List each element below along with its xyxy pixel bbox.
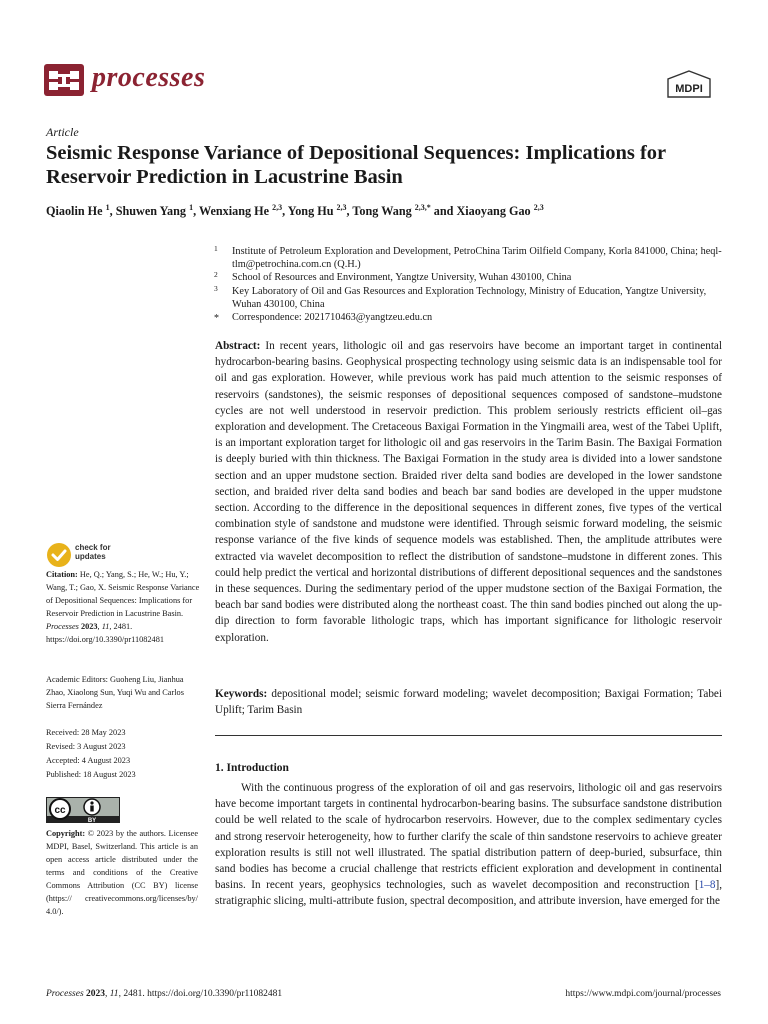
affiliation-item [210, 285, 730, 311]
processes-logo-icon [44, 64, 84, 96]
affiliation-text: Institute of Petroleum Exploration and Development, PetroChina Tarim Oilfield Company, Korla 841000, China; heql-tlm@petrochina.com.cn (Q.H.) [232, 246, 722, 271]
affiliation-text: School of Resources and Environment, Yangtze University, Wuhan 430100, China [232, 272, 572, 284]
citation-doi-link[interactable]: , 2481. https://doi.org/10.3390/pr11082481 [46, 622, 165, 644]
citation-block: Citation: He, Q.; Yang, S.; He, W.; Hu, Y.; Wang, T.; Gao, X. Seismic Response Variance of Depositional Sequences: Implications for Reservoir Prediction in Lacustrine Basin. Processes 2023, 11, 2481. https://doi.org/10.3390/pr11082481 [46, 570, 200, 644]
citation-label: Citation: [46, 570, 78, 579]
affiliations [210, 245, 730, 324]
author-name[interactable]: Xiaoyang Gao $^{2,3}$ [456, 203, 544, 219]
author-name[interactable]: Wenxiang He $^{2,3}$ [198, 203, 283, 219]
affiliation-number: * [214, 313, 219, 325]
affiliation-item [210, 245, 730, 271]
publication-dates [46, 726, 204, 782]
date-revised: Revised: 3 August 2023 [46, 742, 126, 751]
affiliation-text: Key Laboratory of Oil and Gas Resources and Exploration Technology, Ministry of Education, Yangtze University, Wuhan 430100, China [232, 285, 707, 310]
author-separator: , [193, 204, 199, 219]
keywords [215, 686, 722, 718]
affiliation-number: 1 [214, 244, 218, 253]
article-type: Article [46, 125, 79, 139]
footer-citation: Processes 2023, 11, 2481. https://doi.org/10.3390/pr11082481 [46, 989, 283, 999]
author-affiliation-marker: 2,3 [533, 203, 544, 212]
svg-text:cc: cc [54, 805, 66, 816]
svg-text:BY: BY [87, 818, 97, 823]
affiliation-item [210, 271, 730, 284]
author-name[interactable]: Qiaolin He $^1$ [46, 203, 110, 219]
date-received: Received: 28 May 2023 [46, 728, 126, 737]
author-name[interactable]: Shuwen Yang $^1$ [115, 203, 194, 219]
author-affiliation-marker: 2,3 [336, 203, 347, 212]
check-for-updates-label[interactable]: check for updates [75, 543, 111, 561]
author-affiliation-marker: 1 [189, 203, 194, 212]
author-name[interactable]: Yong Hu $^{2,3}$ [287, 203, 347, 219]
date-accepted: Accepted: 4 August 2023 [46, 756, 131, 765]
mdpi-logo-icon [666, 70, 712, 98]
introduction-text: With the continuous progress of the exploration of oil and gas reservoirs, lithologic oil and gas reservoirs have become important targets in continental hydrocarbon-bearing basins. The subsurface sandstone distribution could be well related to the scale of hydrocarbon reservoirs. However, due to the complex sedimentary cycles and strong reservoir heterogeneity, how to further clarify the scale of thin sandstone reservoirs to achieve greater exploration results is still not well illustrated. The spatial distribution pattern of deep-buried, subsurface, thin sand bodies has become a crucial challenge that restricts efficient exploration and development in continental basins. In recent years, geophysics technologies, such as wavelet decomposition and reconstruction [1–8], stratigraphic slicing, multi-attribute fusion, spectral decomposition, and attribute inversion, have emerged for the [215, 782, 722, 908]
author-name[interactable]: Tong Wang $^{2,3,*}$ [352, 203, 431, 219]
footer-journal-url[interactable]: https://www.mdpi.com/journal/processes [565, 989, 721, 999]
section-heading-introduction: 1. Introduction [215, 762, 289, 774]
author-affiliation-marker: 2,3,* [414, 203, 431, 212]
author-affiliation-marker: 1 [105, 203, 110, 212]
academic-editors: Academic Editors: Guoheng Liu, Jianhua Zhao, Xiaolong Sun, Yuqi Wu and Carlos Sierra Fernández [46, 675, 184, 710]
keywords-text: depositional model; seismic forward modeling; wavelet decomposition; Baxigai Formation; Tabei Uplift; Tarim Basin [215, 688, 722, 717]
author-separator: , [282, 204, 288, 219]
abstract-text: In recent years, lithologic oil and gas reservoirs have become an important target in continental hydrocarbon-bearing basins. Geophysical prospecting technology using seismic data is an indispensable tool for oil and gas exploration. However, while previous work has paid much attention to the seismic responses of reservoirs (sandstones), the seismic responses of depositional sequences composed of sandstone–mudstone cycles are not well understood in reservoir prediction. This problem seriously restricts efficient oil–gas exploration and development. The Cretaceous Baxigai Formation in the Yingmaili area, west of the Tabei Uplift, is an important exploration target for lithologic oil and gas reservoirs in the Tarim Basin. The Baxigai Formation is deeply buried with thin thickness. The Baxigai Formation in the study area is divided into a lower sandstone section and an upper mudstone section. Braided river delta sand bodies are developed in the lower sandstone section, and braided river delta sand bodies and beach bar sand bodies are developed in the upper mudstone section. According to the difference in the depositional sequences in different zones, five types of the vertical combination style of sandstone and mudstone were identified. Through seismic forward modeling, the seismic response variance of the five kinds of sequence models was established. Then, the amplitude attributes were extracted via wavelet decomposition to reflect the distribution of sandstone–mudstone in different zones. This could help predict the vertical and horizontal distributions of different depositional sequences and the sandstones in these sequences. During the sedimentary period of the upper mudstone section of the Baxigai Formation, the beach bar sand bodies were distributed along the northeast coast. The thin sand bodies pinched out along the up-dip direction to form favorable lithologic traps, which has important significance for lithologic reservoir exploration. [215, 340, 722, 644]
author-affiliation-marker: 2,3 [272, 203, 283, 212]
publisher-label: MDPI [675, 83, 703, 95]
journal-name: processes [92, 62, 206, 93]
divider [215, 735, 722, 736]
check-for-updates-icon[interactable] [45, 541, 73, 569]
citation-link[interactable]: 1–8 [698, 879, 716, 892]
affiliation-text: Correspondence: 2021710463@yangtzeu.edu.cn [232, 312, 433, 324]
copyright-label: Copyright: [46, 829, 86, 838]
author-list [46, 203, 736, 219]
copyright-notice: Copyright: © 2023 by the authors. Licensee MDPI, Basel, Switzerland. This article is an open access article distributed under the terms and conditions of the Creative Commons Attribution (CC BY) license (https:// creativecommons.org/licenses/by/ 4.0/). [46, 829, 199, 916]
author-separator: and [430, 204, 457, 219]
affiliation-number: 2 [214, 270, 218, 280]
author-separator: , [346, 204, 353, 219]
author-separator: , [109, 204, 116, 219]
keywords-label: Keywords: [215, 688, 268, 700]
abstract-label: Abstract: [215, 340, 261, 352]
paper-title: Seismic Response Variance of Depositional Sequences: Implications for Reservoir Prediction in Lacustrine Basin [46, 142, 666, 188]
cc-by-license-icon[interactable] [46, 797, 120, 823]
abstract [215, 338, 722, 646]
date-published: Published: 18 August 2023 [46, 770, 136, 779]
affiliation-number: 3 [214, 283, 218, 293]
affiliation-item [210, 311, 730, 324]
